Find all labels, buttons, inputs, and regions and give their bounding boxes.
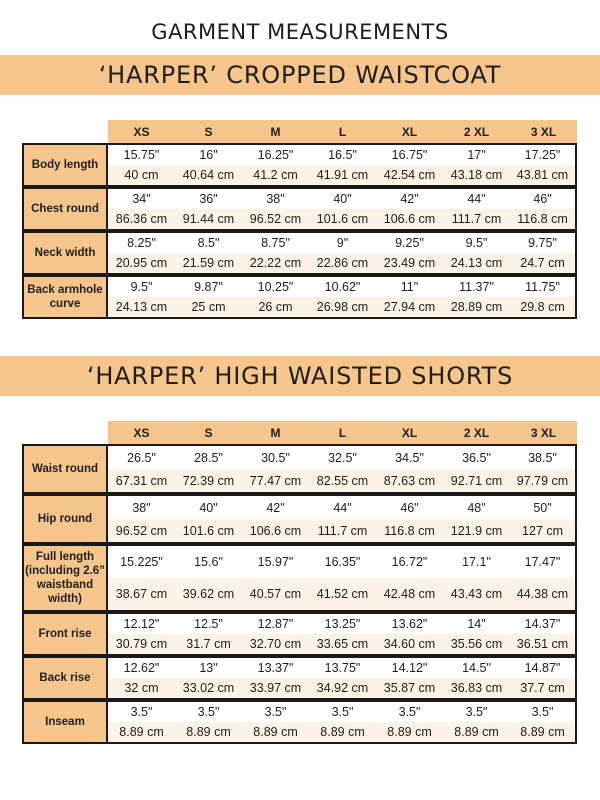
table-row (22, 700, 577, 722)
cm-value: 8.89 cm (309, 722, 376, 744)
cm-value: 38.67 cm (108, 578, 175, 612)
inch-value: 40" (175, 494, 242, 519)
row-label-full-length-including-2-: Full length (including 2.6” waistband width) (22, 544, 108, 612)
inch-value: 9.75" (510, 231, 577, 253)
size-header-3xl: 3 XL (510, 120, 577, 143)
inch-value: 46" (376, 494, 443, 519)
inch-value: 44" (443, 187, 510, 209)
inch-value: 16.35" (309, 544, 376, 578)
header-blank-cell (22, 120, 108, 143)
cm-value: 72.39 cm (175, 469, 242, 494)
waistcoat-size-table (22, 120, 577, 319)
inch-value: 12.87" (242, 612, 309, 634)
cm-value: 8.89 cm (510, 722, 577, 744)
shorts-banner: ‘HARPER’ HIGH WAISTED SHORTS (0, 356, 600, 396)
cm-value: 23.49 cm (376, 253, 443, 275)
cm-value: 127 cm (510, 519, 577, 544)
cm-value: 31.7 cm (175, 634, 242, 656)
row-label-neck-width: Neck width (22, 231, 108, 275)
cm-value: 44.38 cm (510, 578, 577, 612)
inch-value: 11" (376, 275, 443, 297)
cm-value: 101.6 cm (309, 209, 376, 231)
size-header-m: M (242, 120, 309, 143)
inch-value: 11.75" (510, 275, 577, 297)
cm-value: 121.9 cm (443, 519, 510, 544)
inch-value: 12.5" (175, 612, 242, 634)
page-title: GARMENT MEASUREMENTS (151, 20, 449, 44)
inch-value: 14.5" (443, 656, 510, 678)
table-row (22, 494, 577, 519)
cm-value: 8.89 cm (443, 722, 510, 744)
cm-value: 25 cm (175, 297, 242, 319)
cm-value: 32 cm (108, 678, 175, 700)
cm-value: 67.31 cm (108, 469, 175, 494)
inch-value: 50" (510, 494, 577, 519)
cm-value: 33.65 cm (309, 634, 376, 656)
row-label-waist-round: Waist round (22, 444, 108, 494)
table-row (22, 143, 577, 165)
cm-value: 39.62 cm (175, 578, 242, 612)
row-label-inseam: Inseam (22, 700, 108, 744)
table-row (22, 544, 577, 578)
table-row (22, 656, 577, 678)
inch-value: 8.5" (175, 231, 242, 253)
inch-value: 9.5" (108, 275, 175, 297)
inch-value: 16.75" (376, 143, 443, 165)
row-label-chest-round: Chest round (22, 187, 108, 231)
cm-value: 33.97 cm (242, 678, 309, 700)
table-row (22, 231, 577, 253)
cm-value: 82.55 cm (309, 469, 376, 494)
cm-value: 42.54 cm (376, 165, 443, 187)
inch-value: 15.225" (108, 544, 175, 578)
inch-value: 9.5" (443, 231, 510, 253)
inch-value: 13" (175, 656, 242, 678)
size-header-l: L (309, 120, 376, 143)
cm-value: 8.89 cm (175, 722, 242, 744)
cm-value: 35.56 cm (443, 634, 510, 656)
inch-value: 3.5" (376, 700, 443, 722)
inch-value: 17" (443, 143, 510, 165)
cm-value: 24.13 cm (443, 253, 510, 275)
inch-value: 13.25" (309, 612, 376, 634)
inch-value: 12.12" (108, 612, 175, 634)
cm-value: 116.8 cm (376, 519, 443, 544)
cm-value: 26 cm (242, 297, 309, 319)
cm-value: 29.8 cm (510, 297, 577, 319)
inch-value: 40" (309, 187, 376, 209)
size-header-2xl: 2 XL (443, 120, 510, 143)
cm-value: 116.8 cm (510, 209, 577, 231)
size-header-s: S (175, 120, 242, 143)
inch-value: 15.75" (108, 143, 175, 165)
cm-value: 87.63 cm (376, 469, 443, 494)
cm-value: 36.83 cm (443, 678, 510, 700)
size-header-2xl: 2 XL (443, 421, 510, 444)
inch-value: 13.75" (309, 656, 376, 678)
cm-value: 77.47 cm (242, 469, 309, 494)
cm-value: 40 cm (108, 165, 175, 187)
inch-value: 9" (309, 231, 376, 253)
cm-value: 34.92 cm (309, 678, 376, 700)
cm-value: 86.36 cm (108, 209, 175, 231)
inch-value: 17.1" (443, 544, 510, 578)
cm-value: 101.6 cm (175, 519, 242, 544)
inch-value: 38" (108, 494, 175, 519)
inch-value: 3.5" (309, 700, 376, 722)
cm-value: 8.89 cm (242, 722, 309, 744)
cm-value: 22.22 cm (242, 253, 309, 275)
inch-value: 9.87" (175, 275, 242, 297)
cm-value: 37.7 cm (510, 678, 577, 700)
size-header-m: M (242, 421, 309, 444)
inch-value: 32.5" (309, 444, 376, 469)
inch-value: 12.62" (108, 656, 175, 678)
row-label-front-rise: Front rise (22, 612, 108, 656)
cm-value: 43.81 cm (510, 165, 577, 187)
row-label-back-rise: Back rise (22, 656, 108, 700)
inch-value: 16.72" (376, 544, 443, 578)
cm-value: 32.70 cm (242, 634, 309, 656)
cm-value: 24.7 cm (510, 253, 577, 275)
cm-value: 34.60 cm (376, 634, 443, 656)
inch-value: 17.25" (510, 143, 577, 165)
cm-value: 33.02 cm (175, 678, 242, 700)
inch-value: 15.97" (242, 544, 309, 578)
inch-value: 17.47" (510, 544, 577, 578)
size-header-xl: XL (376, 421, 443, 444)
cm-value: 111.7 cm (309, 519, 376, 544)
row-label-body-length: Body length (22, 143, 108, 187)
inch-value: 3.5" (108, 700, 175, 722)
cm-value: 28.89 cm (443, 297, 510, 319)
cm-value: 96.52 cm (242, 209, 309, 231)
cm-value: 26.98 cm (309, 297, 376, 319)
size-header-s: S (175, 421, 242, 444)
cm-value: 96.52 cm (108, 519, 175, 544)
cm-value: 20.95 cm (108, 253, 175, 275)
cm-value: 41.2 cm (242, 165, 309, 187)
cm-value: 40.57 cm (242, 578, 309, 612)
cm-value: 30.79 cm (108, 634, 175, 656)
inch-value: 14.37" (510, 612, 577, 634)
table-row (22, 275, 577, 297)
inch-value: 14.87" (510, 656, 577, 678)
cm-value: 106.6 cm (242, 519, 309, 544)
cm-value: 8.89 cm (376, 722, 443, 744)
size-header-3xl: 3 XL (510, 421, 577, 444)
inch-value: 13.37" (242, 656, 309, 678)
inch-value: 14" (443, 612, 510, 634)
inch-value: 15.6" (175, 544, 242, 578)
inch-value: 36.5" (443, 444, 510, 469)
inch-value: 10.62" (309, 275, 376, 297)
inch-value: 3.5" (510, 700, 577, 722)
inch-value: 8.25" (108, 231, 175, 253)
inch-value: 3.5" (242, 700, 309, 722)
size-header-l: L (309, 421, 376, 444)
row-label-back-armhole-curve: Back armhole curve (22, 275, 108, 319)
table-row (22, 444, 577, 469)
inch-value: 42" (376, 187, 443, 209)
inch-value: 42" (242, 494, 309, 519)
cm-value: 111.7 cm (443, 209, 510, 231)
cm-value: 22.86 cm (309, 253, 376, 275)
inch-value: 28.5" (175, 444, 242, 469)
inch-value: 26.5" (108, 444, 175, 469)
cm-value: 35.87 cm (376, 678, 443, 700)
cm-value: 21.59 cm (175, 253, 242, 275)
inch-value: 10.25" (242, 275, 309, 297)
shorts-size-table (22, 421, 577, 744)
size-header-xs: XS (108, 421, 175, 444)
cm-value: 43.18 cm (443, 165, 510, 187)
inch-value: 11.37" (443, 275, 510, 297)
cm-value: 43.43 cm (443, 578, 510, 612)
inch-value: 44" (309, 494, 376, 519)
cm-value: 40.64 cm (175, 165, 242, 187)
table-row (22, 612, 577, 634)
header-blank-cell (22, 421, 108, 444)
inch-value: 3.5" (175, 700, 242, 722)
size-header-xs: XS (108, 120, 175, 143)
size-header-xl: XL (376, 120, 443, 143)
inch-value: 36" (175, 187, 242, 209)
inch-value: 3.5" (443, 700, 510, 722)
inch-value: 9.25" (376, 231, 443, 253)
inch-value: 16.5" (309, 143, 376, 165)
cm-value: 91.44 cm (175, 209, 242, 231)
inch-value: 14.12" (376, 656, 443, 678)
inch-value: 38" (242, 187, 309, 209)
inch-value: 13.62" (376, 612, 443, 634)
inch-value: 30.5" (242, 444, 309, 469)
inch-value: 34.5" (376, 444, 443, 469)
cm-value: 106.6 cm (376, 209, 443, 231)
cm-value: 41.52 cm (309, 578, 376, 612)
inch-value: 46" (510, 187, 577, 209)
cm-value: 24.13 cm (108, 297, 175, 319)
cm-value: 92.71 cm (443, 469, 510, 494)
cm-value: 41.91 cm (309, 165, 376, 187)
cm-value: 8.89 cm (108, 722, 175, 744)
cm-value: 27.94 cm (376, 297, 443, 319)
inch-value: 48" (443, 494, 510, 519)
inch-value: 38.5" (510, 444, 577, 469)
inch-value: 34" (108, 187, 175, 209)
row-label-hip-round: Hip round (22, 494, 108, 544)
waistcoat-banner: ‘HARPER’ CROPPED WAISTCOAT (0, 55, 600, 95)
inch-value: 16" (175, 143, 242, 165)
cm-value: 97.79 cm (510, 469, 577, 494)
inch-value: 8.75" (242, 231, 309, 253)
cm-value: 42.48 cm (376, 578, 443, 612)
cm-value: 36.51 cm (510, 634, 577, 656)
inch-value: 16.25" (242, 143, 309, 165)
table-row (22, 187, 577, 209)
